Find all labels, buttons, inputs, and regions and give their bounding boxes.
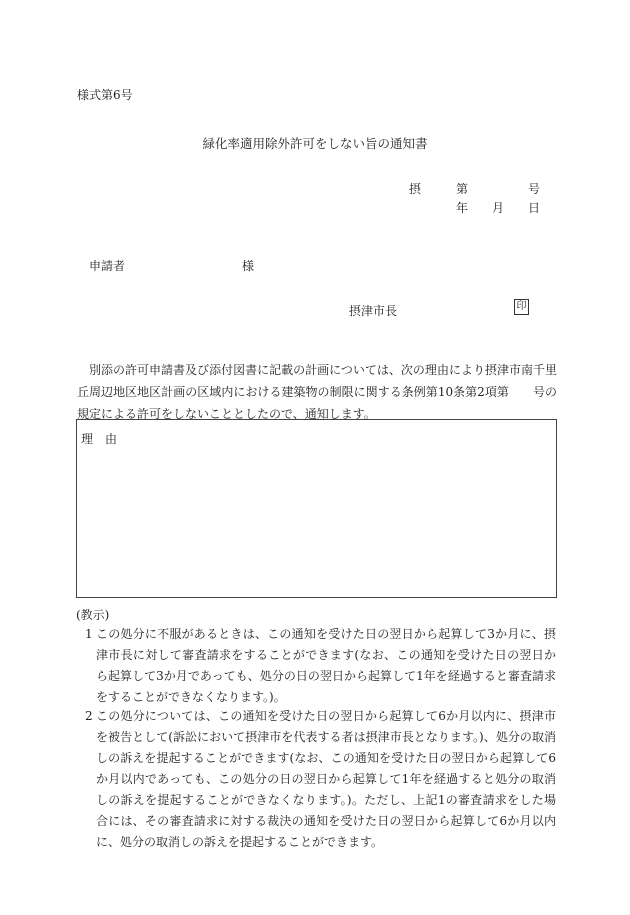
date-month: 月 <box>492 201 505 215</box>
date-year: 年 <box>456 201 469 215</box>
date-day: 日 <box>528 201 541 215</box>
reason-label: 理由 <box>81 432 130 446</box>
applicant-label: 申請者 <box>89 259 126 273</box>
issuer-title: 摂津市長 <box>349 304 398 318</box>
form-number: 様式第6号 <box>77 88 133 102</box>
reference-prefix: 摂 <box>409 182 422 196</box>
note-number: 2 <box>85 709 93 723</box>
note-item <box>85 624 556 708</box>
seal-stamp: 印 <box>514 299 529 315</box>
reference-go: 号 <box>528 182 541 196</box>
applicant-honorific: 様 <box>242 259 255 273</box>
note-text: この処分に不服があるときは、この通知を受けた日の翌日から起算して3か月に、摂津市長に対して審査請求をすることができます(なお、この通知を受けた日の翌日から起算して3か月であっても、処分の日の翌日から起算して1年を経過すると審査請求をすることができなくなります。)。 <box>96 627 556 704</box>
body-paragraph: 別添の許可申請書及び添付図書に記載の計画については、次の理由により摂津市南千里丘周辺地区地区計画の区域内における建築物の制限に関する条例第10条第2項第 号の規定による許可をしないこととしたので、通知します。 <box>77 363 557 421</box>
reference-dai: 第 <box>456 182 469 196</box>
notes-heading: (教示) <box>76 608 110 622</box>
note-item <box>85 706 556 853</box>
note-number: 1 <box>85 627 93 641</box>
note-text: この処分については、この通知を受けた日の翌日から起算して6か月以内に、摂津市を被告として(訴訟において摂津市を代表する者は摂津市長となります。)、処分の取消しの訴えを提起することができます(なお、この通知を受けた日の翌日から起算して6か月以内であっても、この処分の日の翌日から起算して1年を経過すると処分の取消しの訴えを提起することができなくなります。)。ただし、上記1の審査請求をした場合には、その審査請求に対する裁決の通知を受けた日の翌日から起算して6か月以内に、処分の取消しの訴えを提起することができます。 <box>96 709 556 849</box>
reason-box <box>76 419 557 598</box>
document-title: 緑化率適用除外許可をしない旨の通知書 <box>202 136 428 151</box>
